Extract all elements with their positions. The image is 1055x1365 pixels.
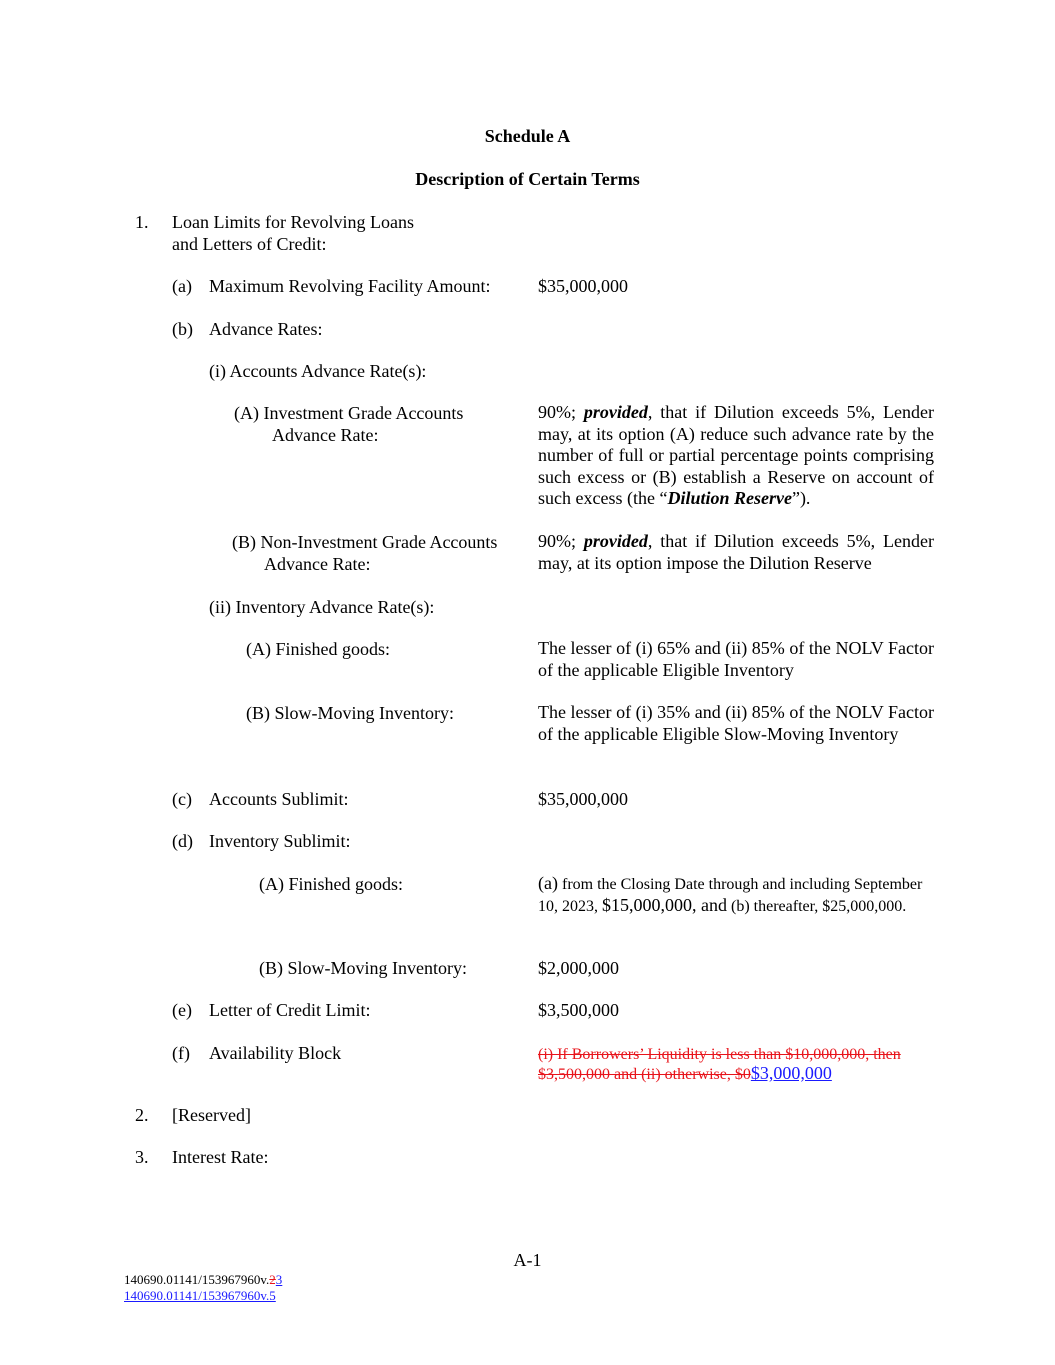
item-a-marker: (a) <box>172 276 192 296</box>
footer-docid-line2: 140690.01141/153967960v.5 <box>124 1288 276 1303</box>
schedule-title: Schedule A <box>484 126 571 146</box>
page-number: A-1 <box>513 1250 542 1270</box>
item-d-B-label: (B) Slow-Moving Inventory: <box>259 958 467 978</box>
section-1-label-line2: and Letters of Credit: <box>172 234 327 254</box>
item-f-deleted-line2: $3,500,000 and (ii) otherwise, $0 <box>538 1066 751 1083</box>
item-d-A-label: (A) Finished goods: <box>259 874 403 894</box>
section-1-number: 1. <box>135 212 149 232</box>
item-d-B-value: $2,000,000 <box>538 958 619 978</box>
item-f-label: Availability Block <box>209 1043 342 1063</box>
item-b-i-B-value: 90%; provided, that if Dilution exceeds 5%, Lender may, at its option impose the Dilution Reserve <box>538 531 934 573</box>
item-c-marker: (c) <box>172 789 192 809</box>
item-b-i-label: (i) Accounts Advance Rate(s): <box>209 361 427 381</box>
item-d-A-value: (a) from the Closing Date through and including September 10, 2023, $15,000,000, and (b) thereafter, $25,000,000. <box>538 873 923 915</box>
item-f-deleted-line1: (i) If Borrowers’ Liquidity is less than $10,000,000, then <box>538 1046 901 1063</box>
item-b-ii-A-value: The lesser of (i) 65% and (ii) 85% of the NOLV Factor of the applicable Eligible Inventory <box>538 638 934 680</box>
item-a-label: Maximum Revolving Facility Amount: <box>209 276 491 296</box>
item-b-ii-A-label: (A) Finished goods: <box>246 639 390 659</box>
section-3-label: Interest Rate: <box>172 1147 269 1167</box>
item-f-inserted: $3,000,000 <box>750 1063 832 1083</box>
section-3-number: 3. <box>135 1147 149 1167</box>
section-1-label-line1: Loan Limits for Revolving Loans <box>172 212 414 232</box>
item-b-label: Advance Rates: <box>209 319 323 339</box>
item-a-value: $35,000,000 <box>538 276 628 296</box>
item-f-marker: (f) <box>172 1043 190 1063</box>
item-b-ii-B-value: The lesser of (i) 35% and (ii) 85% of the NOLV Factor of the applicable Eligible Slow-Moving Inventory <box>538 702 934 744</box>
footer-docid-line1: 140690.01141/153967960v.23 <box>124 1272 283 1287</box>
item-b-i-B-label-line1: (B) Non-Investment Grade Accounts <box>232 532 498 552</box>
item-b-i-B-label-line2: Advance Rate: <box>264 554 371 574</box>
item-f-value <box>538 1062 832 1086</box>
item-b-marker: (b) <box>172 319 193 339</box>
item-d-marker: (d) <box>172 831 193 851</box>
item-c-value: $35,000,000 <box>538 789 628 809</box>
item-d-label: Inventory Sublimit: <box>209 831 351 851</box>
item-b-i-A-value: 90%; provided, that if Dilution exceeds 5%, Lender may, at its option (A) reduce such advance rate by the number of full or partial percentage points comprising such excess or (B) establish a Reserve on account of such excess (the “Dilution Reserve”). <box>538 402 934 508</box>
section-2-number: 2. <box>135 1105 149 1125</box>
item-e-value: $3,500,000 <box>538 1000 619 1020</box>
item-e-marker: (e) <box>172 1000 192 1020</box>
section-2-label: [Reserved] <box>172 1105 251 1125</box>
item-b-i-A-label-line1: (A) Investment Grade Accounts <box>234 403 464 423</box>
item-b-i-A-label-line2: Advance Rate: <box>272 425 379 445</box>
item-e-label: Letter of Credit Limit: <box>209 1000 371 1020</box>
item-b-ii-label: (ii) Inventory Advance Rate(s): <box>209 597 435 617</box>
item-b-ii-B-label: (B) Slow-Moving Inventory: <box>246 703 454 723</box>
item-c-label: Accounts Sublimit: <box>209 789 349 809</box>
schedule-subtitle: Description of Certain Terms <box>415 169 640 189</box>
